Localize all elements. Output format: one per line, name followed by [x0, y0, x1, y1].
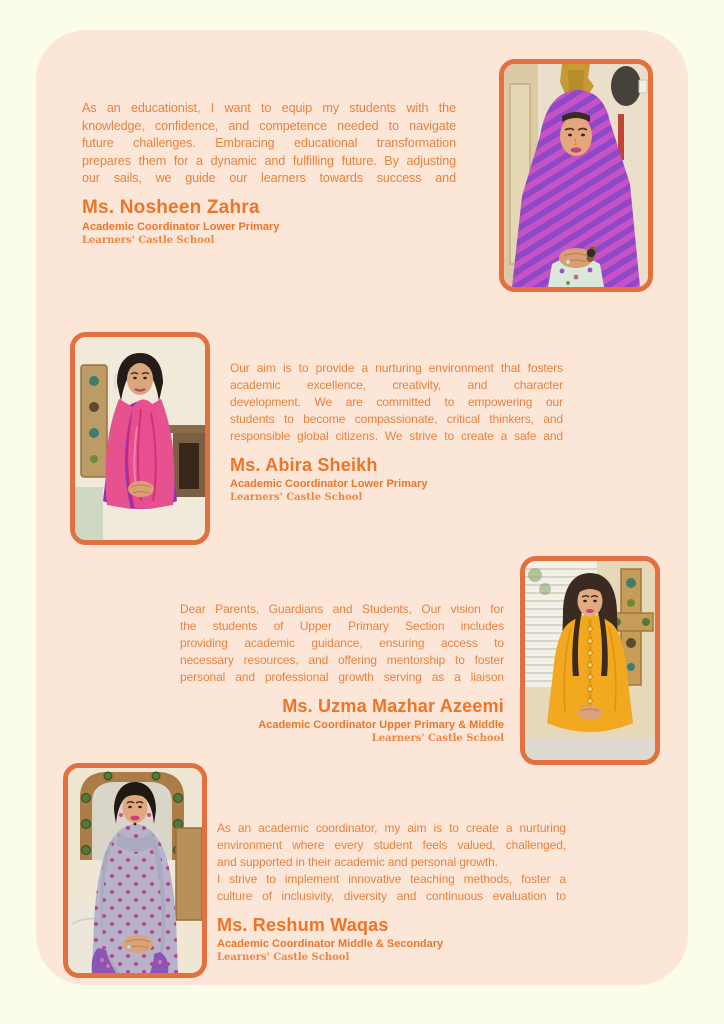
school-name: Learners' Castle School [217, 952, 350, 963]
school-name: Learners' Castle School [371, 733, 504, 744]
portrait-illustration-purple-striped-dupatta [504, 64, 648, 287]
paragraph-line: responsible global citizens. We strive to create a safe and [230, 429, 563, 443]
paragraph-line: Dear Parents, Guardians and Students, Our vision for [180, 602, 504, 616]
paragraph-line: As an academic coordinator, my aim is to create a nurturing [217, 821, 566, 835]
portrait-illustration-yellow-dress [525, 561, 655, 760]
paragraph-line: development. We are committed to empowering our [230, 395, 563, 409]
coordinator-name: Ms. Uzma Mazhar Azeemi [282, 696, 504, 716]
school-name: Learners' Castle School [82, 234, 215, 246]
paragraph-line: providing academic guidance, ensuring access to [180, 636, 504, 650]
section-uzma-text [180, 601, 504, 745]
paragraph-line: necessary resources, and offering mentorship to foster [180, 653, 504, 667]
coordinator-signature [230, 454, 563, 504]
coordinator-title: Academic Coordinator Upper Primary & Middle [258, 719, 504, 731]
coordinator-name: Ms. Nosheen Zahra [82, 196, 260, 218]
photo-abira-sheikh [70, 332, 210, 545]
paragraph-line: academic excellence, creativity, and character [230, 378, 563, 392]
paragraph-line: prepares them for a dynamic and fulfilling future. By adjusting [82, 153, 456, 168]
paragraph-line: Our aim is to provide a nurturing environment that fosters [230, 361, 563, 375]
paragraph-line: our sails, we guide our learners towards success and [82, 171, 456, 185]
coordinator-signature [217, 914, 566, 964]
coordinator-name: Ms. Reshum Waqas [217, 915, 389, 935]
paragraph-line: future challenges. Embracing educational transformation [82, 136, 456, 150]
coordinator-name: Ms. Abira Sheikh [230, 455, 378, 475]
portrait-illustration-pink-dupatta [75, 337, 205, 540]
school-name: Learners' Castle School [230, 492, 363, 503]
photo-nosheen-zahra [499, 59, 653, 292]
paragraph-line: As an educationist, I want to equip my students with the [82, 101, 456, 115]
coordinator-signature [180, 695, 504, 745]
paragraph-line: knowledge, confidence, and competence needed to navigate [82, 118, 456, 133]
paragraph-line: personal and professional growth serving as a liaison [180, 670, 504, 684]
photo-uzma-mazhar-azeemi [520, 556, 660, 765]
coordinator-title: Academic Coordinator Middle & Secondary [217, 938, 444, 950]
coordinator-signature [82, 197, 456, 247]
coordinator-title: Academic Coordinator Lower Primary [230, 478, 428, 490]
paragraph-line: students to become compassionate, critical thinkers, and [230, 412, 563, 426]
paragraph-line: environment where every student feels valued, challenged, [217, 838, 566, 852]
paragraph-line: I strive to implement innovative teaching methods, foster a [217, 872, 566, 886]
paragraph-line: the students of Upper Primary Section includes [180, 619, 504, 633]
section-abira-text [230, 360, 563, 504]
section-reshum-text [217, 820, 566, 964]
photo-reshum-waqas [63, 763, 207, 978]
paragraph-line: and supported in their academic and personal growth. [217, 855, 498, 869]
coordinator-title: Academic Coordinator Lower Primary [82, 220, 280, 233]
portrait-illustration-grey-floral-dress [68, 768, 202, 973]
section-nosheen-text [82, 100, 456, 247]
paragraph-line: culture of inclusivity, diversity and continuous evaluation to [217, 889, 566, 903]
